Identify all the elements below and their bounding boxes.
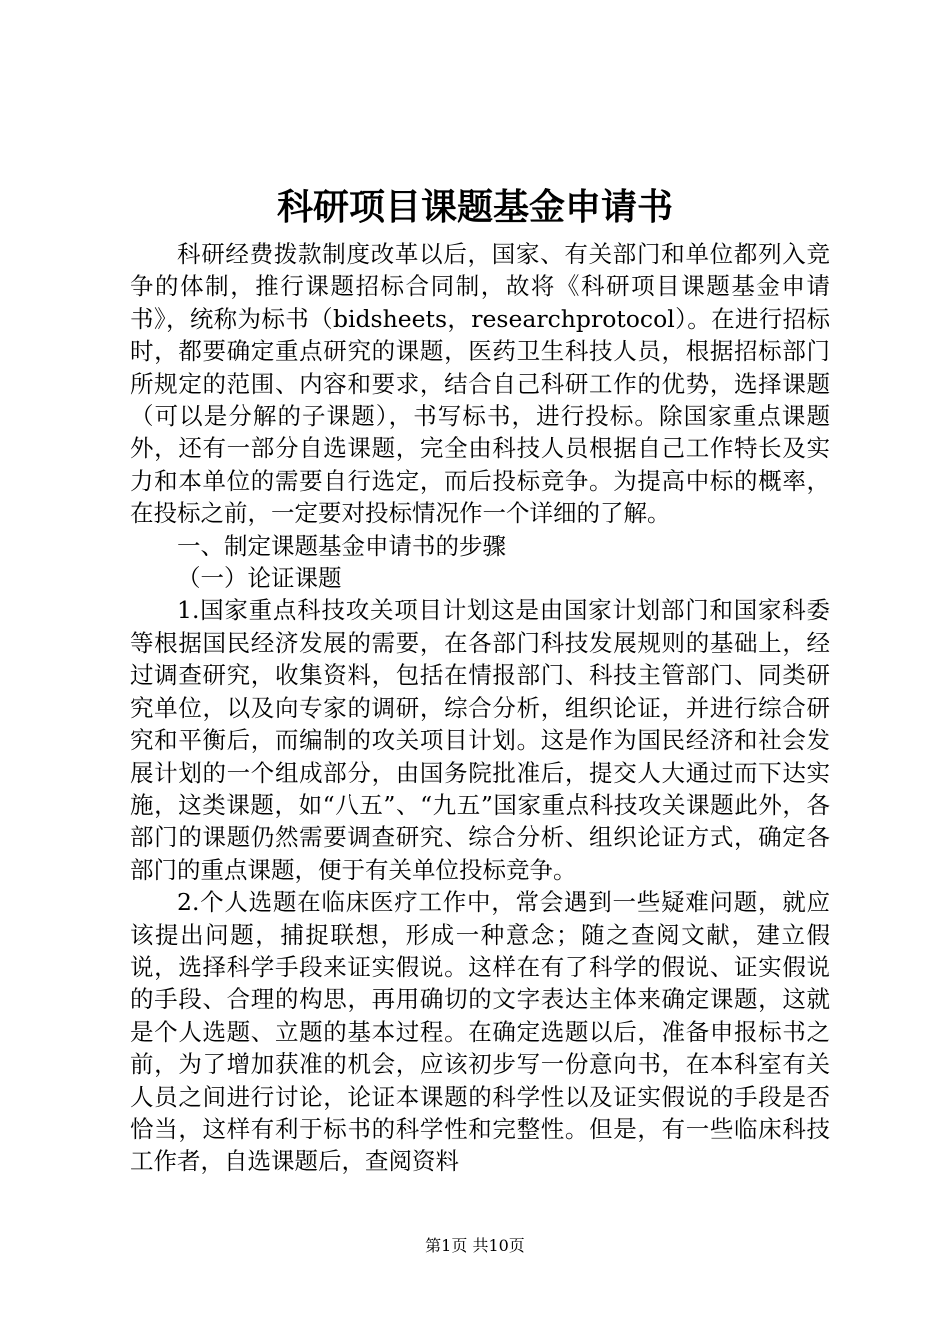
document-body [130,238,830,1178]
subsection-heading: （一）论证课题 [177,564,342,593]
paragraph-intro: 科研经费拨款制度改革以后，国家、有关部门和单位都列入竞争的体制，推行课题招标合同制，故将《科研项目课题基金申请书》，统称为标书（bidsheets，researchprotocol）。在进行招标时，都要确定重点研究的课题，医药卫生科技人员，根据招标部门所规定的范围、内容和要求，结合自己科研工作的优势，选择课题（可以是分解的子课题），书写标书，进行投标。除国家重点课题外，还有一部分自选课题，完全由科技人员根据自己工作特长及实力和本单位的需要自行选定，而后投标竞争。为提高中标的概率，在投标之前，一定要对投标情况作一个详细的了解。 [130,240,830,528]
paragraph-personal-topics: 2.个人选题在临床医疗工作中，常会遇到一些疑难问题，就应该提出问题，捕捉联想，形成一种意念；随之查阅文献，建立假说，选择科学手段来证实假说。这样在有了科学的假说、证实假说的手段、合理的构思，再用确切的文字表达主体来确定课题，这就是个人选题、立题的基本过程。在确定选题以后，准备申报标书之前，为了增加获准的机会，应该初步写一份意向书，在本科室有关人员之间进行讨论，论证本课题的科学性以及证实假说的手段是否恰当，这样有利于标书的科学性和完整性。但是，有一些临床科技工作者，自选课题后，查阅资料 [130,888,830,1176]
document-title: 科研项目课题基金申请书 [276,186,673,228]
page-number: 第1页 共10页 [425,1236,525,1255]
paragraph-national-projects: 1.国家重点科技攻关项目计划这是由国家计划部门和国家科委等根据国民经济发展的需要，在各部门科技发展规则的基础上，经过调查研究，收集资料，包括在情报部门、科技主管部门、同类研究单位，以及向专家的调研，综合分析，组织论证，并进行综合研究和平衡后，而编制的攻关项目计划。这是作为国民经济和社会发展计划的一个组成部分，由国务院批准后，提交人大通过而下达实施，这类课题，如“八五”、“九五”国家重点科技攻关课题此外，各部门的课题仍然需要调查研究、综合分析、组织论证方式，确定各部门的重点课题，便于有关单位投标竞争。 [130,596,830,884]
section-heading: 一、制定课题基金申请书的步骤 [177,531,506,560]
